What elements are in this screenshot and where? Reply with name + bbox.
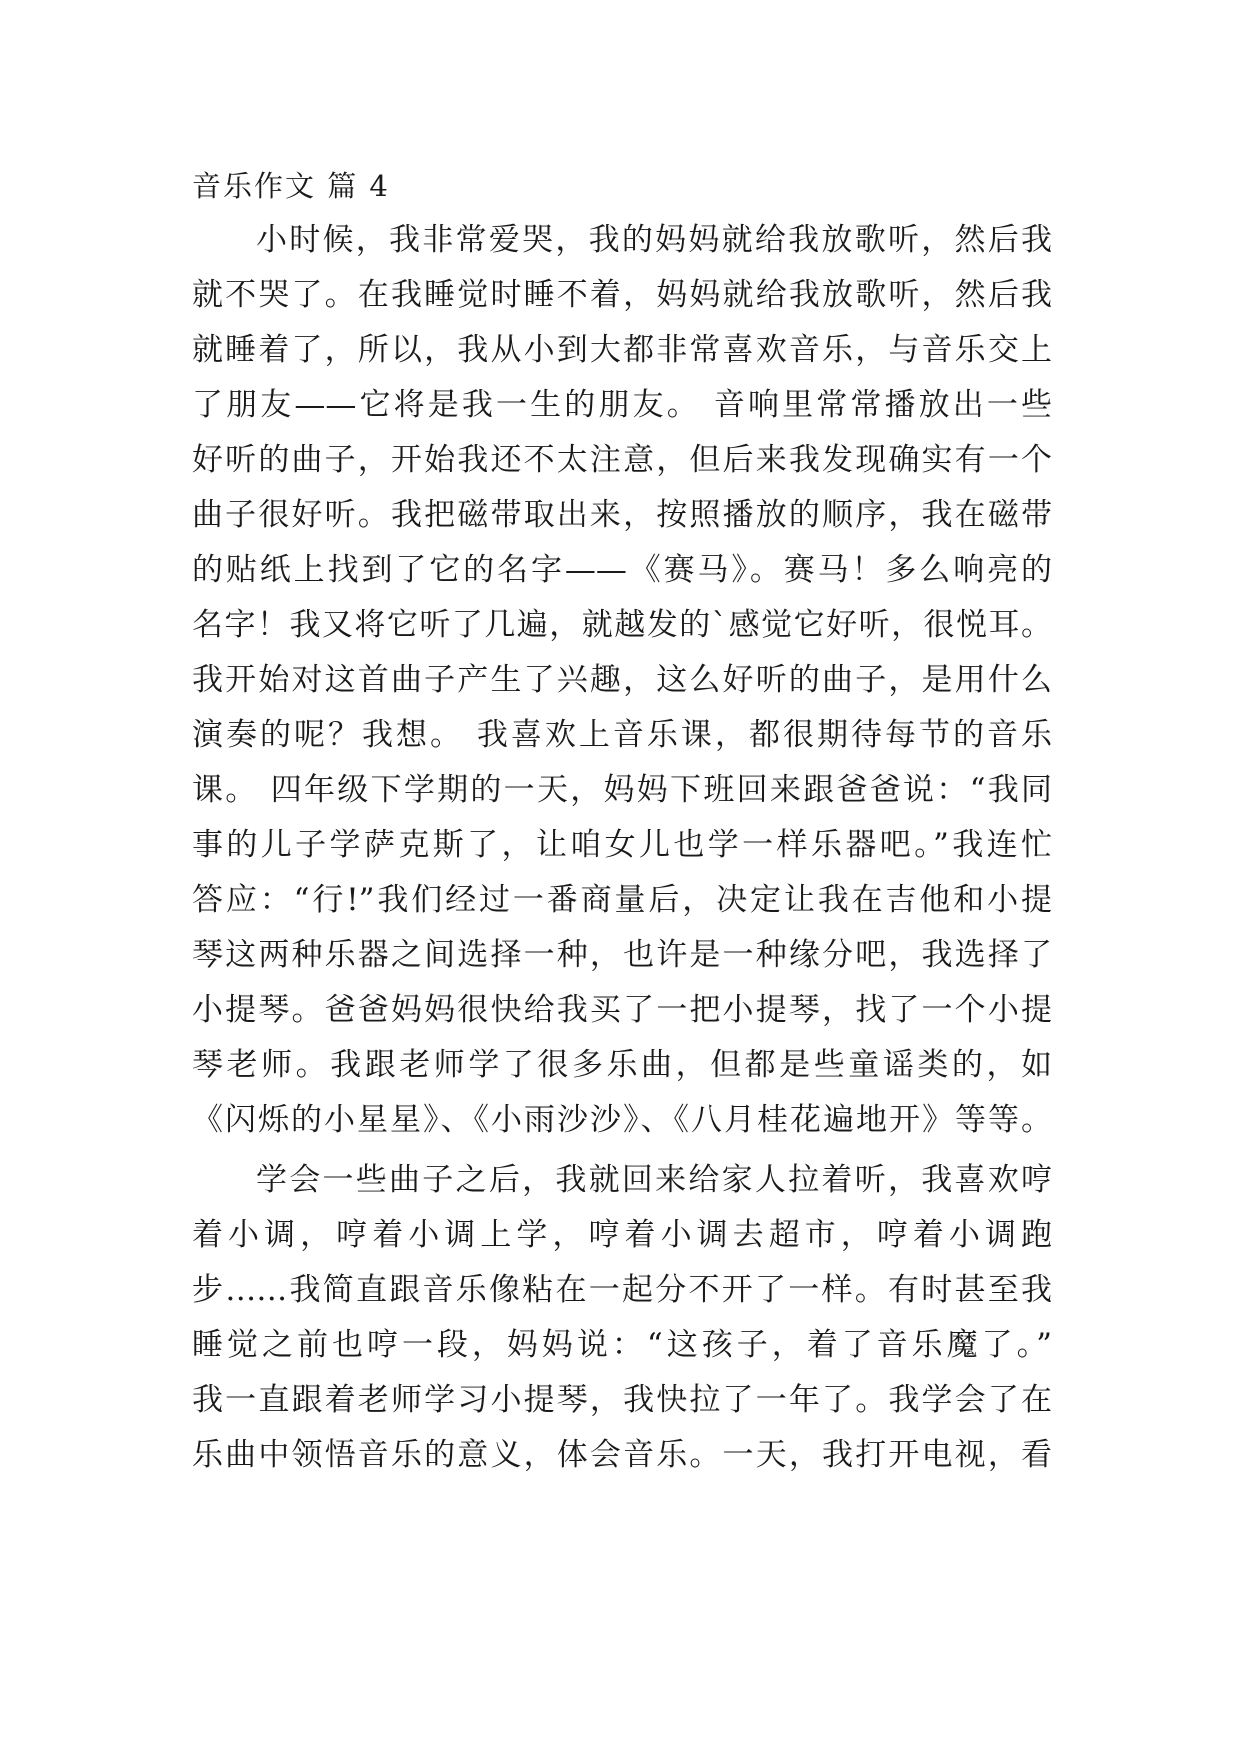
document-title: 音乐作文 篇 4: [192, 169, 390, 203]
text-line-11: 课。 四年级下学期的一天，妈妈下班回来跟爸爸说：“我同: [192, 772, 1052, 808]
text-line-3: 就睡着了，所以，我从小到大都非常喜欢音乐，与音乐交上: [192, 332, 1052, 368]
text-line-12: 事的儿子学萨克斯了，让咱女儿也学一样乐器吧。”我连忙: [192, 827, 1052, 863]
text-line-20: 步……我简直跟音乐像粘在一起分不开了一样。有时甚至我: [192, 1272, 1052, 1308]
text-line-14: 琴这两种乐器之间选择一种，也许是一种缘分吧，我选择了: [192, 937, 1052, 973]
text-line-23: 乐曲中领悟音乐的意义，体会音乐。一天，我打开电视，看: [192, 1437, 1052, 1473]
text-line-17: 《闪烁的小星星》、《小雨沙沙》、《八月桂花遍地开》等等。: [192, 1102, 1052, 1138]
text-line-4: 了朋友——它将是我一生的朋友。 音响里常常播放出一些: [192, 387, 1052, 423]
text-line-10: 演奏的呢？我想。 我喜欢上音乐课，都很期待每节的音乐: [192, 717, 1052, 753]
text-line-22: 我一直跟着老师学习小提琴，我快拉了一年了。我学会了在: [192, 1382, 1052, 1418]
text-line-21: 睡觉之前也哼一段，妈妈说：“这孩子，着了音乐魔了。”: [192, 1327, 1052, 1363]
text-line-6: 曲子很好听。我把磁带取出来，按照播放的顺序，我在磁带: [192, 497, 1052, 533]
text-line-18: 学会一些曲子之后，我就回来给家人拉着听，我喜欢哼: [256, 1162, 1052, 1198]
text-line-7: 的贴纸上找到了它的名字——《赛马》。赛马！多么响亮的: [192, 552, 1052, 588]
text-line-2: 就不哭了。在我睡觉时睡不着，妈妈就给我放歌听，然后我: [192, 277, 1052, 313]
text-line-15: 小提琴。爸爸妈妈很快给我买了一把小提琴，找了一个小提: [192, 992, 1052, 1028]
text-line-19: 着小调，哼着小调上学，哼着小调去超市，哼着小调跑: [192, 1217, 1052, 1253]
text-line-13: 答应：“行!”我们经过一番商量后，决定让我在吉他和小提: [192, 882, 1052, 918]
text-line-8: 名字！我又将它听了几遍，就越发的`感觉它好听，很悦耳。: [192, 607, 1052, 643]
text-line-9: 我开始对这首曲子产生了兴趣，这么好听的曲子，是用什么: [192, 662, 1052, 698]
text-line-16: 琴老师。我跟老师学了很多乐曲，但都是些童谣类的，如: [192, 1047, 1052, 1083]
text-line-5: 好听的曲子，开始我还不太注意，但后来我发现确实有一个: [192, 442, 1052, 478]
text-line-1: 小时候，我非常爱哭，我的妈妈就给我放歌听，然后我: [256, 222, 1052, 258]
